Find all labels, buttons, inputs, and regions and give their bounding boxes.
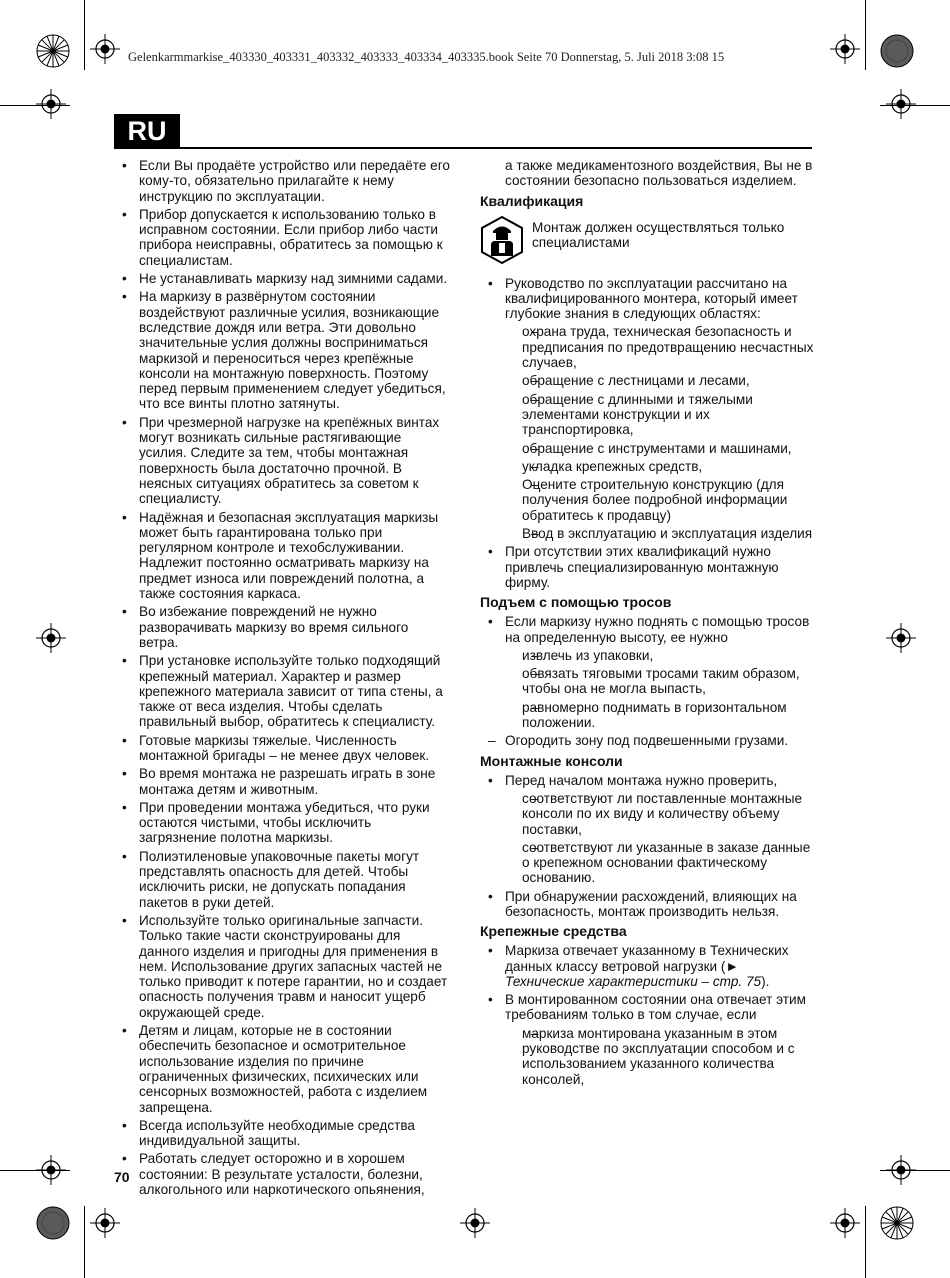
crosshair-target-icon bbox=[36, 623, 66, 653]
left-column bbox=[114, 158, 450, 1200]
fasteners-list bbox=[480, 943, 814, 1087]
list-item: • На маркизу в развёрнутом состоянии воздействуют различные усилия, возникающие вследствие дождя или ветра. Эти довольно значительные услия должны восприниматься маркизой и переноситься через крепёжные консоли на монтажную поверхность. Поэтому перед первым применением следует убедиться, что все винты плотно затянуты. bbox=[114, 289, 450, 411]
gray-disc-icon bbox=[36, 1206, 70, 1240]
continued-text: а также медикаментозного воздействия, Вы не в состоянии безопасно пользоваться изделием. bbox=[505, 158, 813, 189]
lifting-steps bbox=[505, 648, 814, 730]
list-item: • Работать следует осторожно и в хорошем состоянии: В результате усталости, болезни, алкогольного или наркотического опьянения, bbox=[114, 1151, 450, 1197]
crop-line bbox=[865, 0, 866, 70]
list-item: – соответствуют ли указанные в заказе данные о крепежном основании фактическому основанию. bbox=[505, 840, 814, 886]
list-item bbox=[480, 276, 814, 542]
lifting-intro: Если маркизу нужно поднять с помощью тросов на определенную высоту, ее нужно bbox=[505, 614, 810, 645]
list-item: • Используйте только оригинальные запчасти. Только такие части сконструированы для данного изделия и пригодны для применения в нем. Использование других запасных частей не только приводит к потере гарантии, но и создает опасность получения травм и наносит ущерб окружающей среде. bbox=[114, 913, 450, 1020]
consoles-list bbox=[480, 773, 814, 920]
list-item bbox=[480, 614, 814, 730]
list-item: – охрана труда, техническая безопасность и предписания по предотвращению несчастных случаев, bbox=[505, 324, 814, 370]
lifting-list bbox=[480, 614, 814, 748]
list-item: • Всегда используйте необходимые средства индивидуальной защиты. bbox=[114, 1118, 450, 1149]
qualification-heading: Квалификация bbox=[480, 192, 584, 209]
list-item: – соответствуют ли поставленные монтажные консоли по их виду и количеству объему поставки, bbox=[505, 791, 814, 837]
fasteners-text-end: ). bbox=[761, 973, 770, 989]
fasteners-heading: Крепежные средства bbox=[480, 923, 627, 940]
star-wheel-icon bbox=[36, 34, 70, 68]
crosshair-target-icon bbox=[90, 34, 120, 64]
print-header-line: Gelenkarmmarkise_403330_403331_403332_403333_403334_403335.book Seite 70 Donnerstag, 5. Juli 2018 3:08 15 bbox=[128, 50, 725, 64]
safety-list bbox=[114, 158, 450, 1197]
qualification-areas bbox=[505, 324, 814, 541]
header-rule bbox=[180, 147, 812, 149]
fasteners-sub bbox=[505, 1026, 814, 1087]
crosshair-target-icon bbox=[460, 1208, 490, 1238]
list-item: – извлечь из упаковки, bbox=[505, 648, 814, 663]
list-item: – Оцените строительную конструкцию (для получения более подробной информации обратитесь к продавцу) bbox=[505, 477, 814, 523]
list-item: – укладка крепежных средств, bbox=[505, 459, 814, 474]
list-item: – Ввод в эксплуатацию и эксплуатация изделия bbox=[505, 526, 814, 541]
crosshair-target-icon bbox=[36, 1155, 66, 1185]
list-item: – Огородить зону под подвешенными грузами. bbox=[480, 733, 814, 748]
qualification-note bbox=[480, 216, 814, 264]
crop-line bbox=[84, 0, 85, 70]
crop-line bbox=[84, 1206, 85, 1278]
list-item bbox=[480, 773, 814, 886]
fasteners-condition: В монтированном состоянии она отвечает этим требованиям только в том случае, если bbox=[505, 992, 806, 1023]
list-item: • Прибор допускается к использованию только в исправном состоянии. Если прибор либо части прибора неисправны, обратитесь за помощью к специалистам. bbox=[114, 207, 450, 268]
specialist-worker-icon bbox=[480, 216, 524, 264]
page-number: 70 bbox=[114, 1169, 130, 1185]
list-item: • Детям и лицам, которые не в состоянии обеспечить безопасное и осмотрительное использование изделия по причине ограниченных физических, психических или сенсорных возможностей, работа с изделием запрещена. bbox=[114, 1023, 450, 1115]
gray-disc-icon bbox=[880, 34, 914, 68]
list-item: – обвязать тяговыми тросами таким образом, чтобы она не могла выпасть, bbox=[505, 666, 814, 697]
list-item: • При отсутствии этих квалификаций нужно привлечь специализированную монтажную фирму. bbox=[480, 544, 814, 590]
list-item: – обращение с лестницами и лесами, bbox=[505, 373, 814, 388]
lifting-heading: Подъем с помощью тросов bbox=[480, 594, 672, 611]
list-item: • Во избежание повреждений не нужно разворачивать маркизу во время сильного ветра. bbox=[114, 604, 450, 650]
consoles-intro: Перед началом монтажа нужно проверить, bbox=[505, 772, 778, 788]
consoles-checks bbox=[505, 791, 814, 886]
list-item: • Если Вы продаёте устройство или передаёте его кому-то, обязательно прилагайте к нему инструкцию по эксплуатации. bbox=[114, 158, 450, 204]
list-item: – равномерно поднимать в горизонтальном положении. bbox=[505, 700, 814, 731]
list-item: • При проведении монтажа убедиться, что руки остаются чистыми, чтобы исключить загрязнение полотна маркизы. bbox=[114, 800, 450, 846]
right-column bbox=[480, 158, 814, 1090]
crosshair-target-icon bbox=[830, 1208, 860, 1238]
list-item: – обращение с длинными и тяжелыми элементами конструкции и их транспортировка, bbox=[505, 392, 814, 438]
list-item: • Во время монтажа не разрешать играть в зоне монтажа детям и животным. bbox=[114, 766, 450, 797]
qualification-intro: Руководство по эксплуатации рассчитано на квалифицированного монтера, который имеет глубокие знания в следующих областях: bbox=[505, 275, 798, 322]
crosshair-target-icon bbox=[886, 1155, 916, 1185]
crosshair-target-icon bbox=[886, 89, 916, 119]
list-item: • При чрезмерной нагрузке на крепёжных винтах могут возникать сильные растягивающие усилия. Следите за тем, чтобы монтажная поверхность была достаточно прочной. В неясных ситуациях обратитесь за советом к специалисту. bbox=[114, 415, 450, 507]
consoles-heading: Монтажные консоли bbox=[480, 752, 623, 769]
list-item bbox=[480, 992, 814, 1087]
list-item: • Полиэтиленовые упаковочные пакеты могут представлять опасность для детей. Чтобы исключить риски, не допускать попадания пакетов в руки детей. bbox=[114, 849, 450, 910]
crosshair-target-icon bbox=[830, 34, 860, 64]
list-item: • Не устанавливать маркизу над зимними садами. bbox=[114, 271, 450, 286]
crop-line bbox=[865, 1206, 866, 1278]
crosshair-target-icon bbox=[886, 623, 916, 653]
list-item: • При установке используйте только подходящий крепежный материал. Характер и размер крепежного материала зависит от типа стены, а также от веса изделия. Чтобы сделать правильный выбор, обратитесь к специалисту. bbox=[114, 653, 450, 729]
crosshair-target-icon bbox=[90, 1208, 120, 1238]
list-item: – маркиза монтирована указанным в этом руководстве по эксплуатации способом и с использованием указанного количества консолей, bbox=[505, 1026, 814, 1087]
list-item: • Надёжная и безопасная эксплуатация маркизы может быть гарантирована только при регулярном контроле и техобслуживании. Надлежит постоянно осматривать маркизу на предмет износа или повреждений полотна, а также состояния каркаса. bbox=[114, 510, 450, 602]
star-wheel-icon bbox=[880, 1206, 914, 1240]
list-item: – обращение с инструментами и машинами, bbox=[505, 441, 814, 456]
list-item bbox=[480, 943, 814, 989]
spec-reference-link[interactable]: ► Технические характеристики – стр. 75 bbox=[505, 958, 762, 989]
language-tab: RU bbox=[114, 114, 180, 149]
list-item: • Готовые маркизы тяжелые. Численность монтажной бригады – не менее двух человек. bbox=[114, 733, 450, 764]
qualification-note-text: Монтаж должен осуществляться только специалистами bbox=[532, 219, 785, 250]
crosshair-target-icon bbox=[36, 89, 66, 119]
list-item: • При обнаружении расхождений, влияющих на безопасность, монтаж производить нельзя. bbox=[480, 889, 814, 920]
qualification-list bbox=[480, 276, 814, 591]
fasteners-text: Маркиза отвечает указанному в Технических данных классу ветровой нагрузки ( bbox=[505, 943, 789, 974]
